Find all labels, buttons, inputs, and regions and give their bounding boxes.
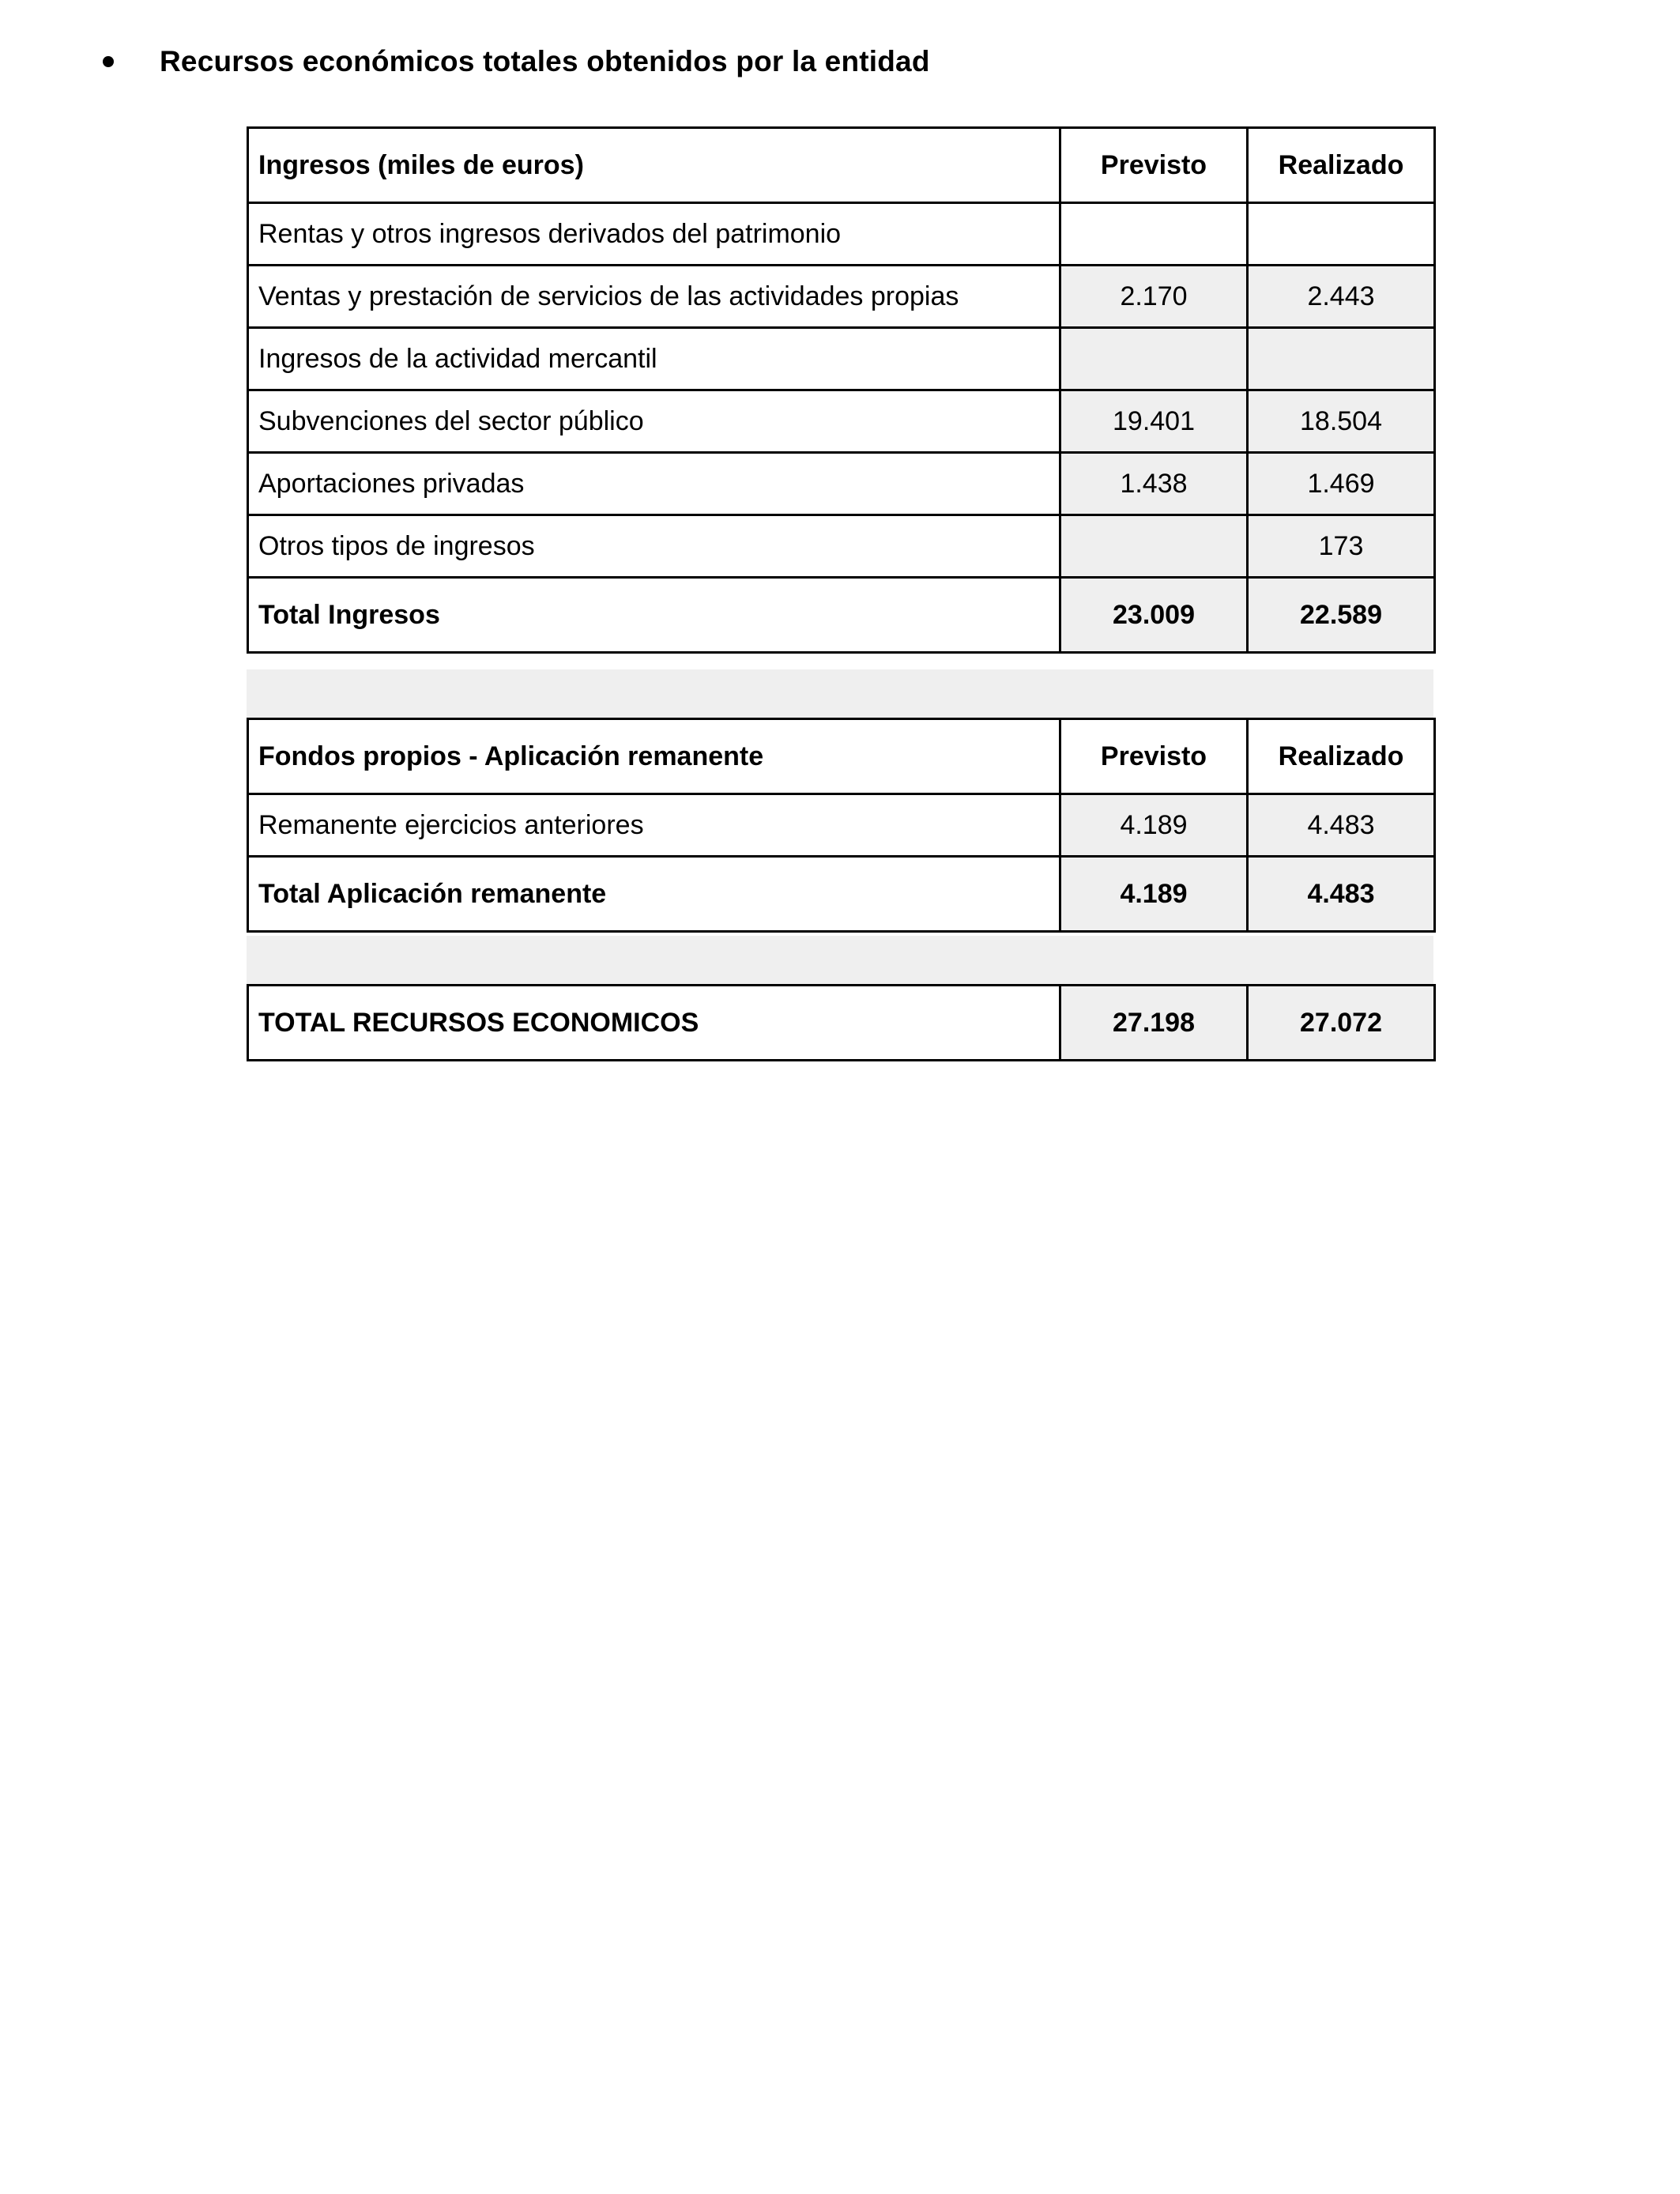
row-previsto: [1060, 328, 1248, 390]
total-row: [248, 857, 1435, 932]
total-previsto: 23.009: [1060, 578, 1248, 653]
row-label: Remanente ejercicios anteriores: [248, 794, 1060, 857]
row-previsto: 1.438: [1060, 453, 1248, 515]
spacer-band: [247, 936, 1433, 985]
total-realizado: 22.589: [1248, 578, 1435, 653]
row-realizado: 2.443: [1248, 266, 1435, 328]
table-row: [248, 390, 1435, 453]
row-label: Otros tipos de ingresos: [248, 515, 1060, 578]
total-previsto: 4.189: [1060, 857, 1248, 932]
bullet-icon: [103, 56, 114, 67]
total-label: Total Ingresos: [248, 578, 1060, 653]
row-previsto: 19.401: [1060, 390, 1248, 453]
row-label: Subvenciones del sector público: [248, 390, 1060, 453]
table-row: [248, 266, 1435, 328]
header-previsto: Previsto: [1060, 719, 1248, 794]
ingresos-table-block: [247, 126, 1433, 654]
grand-total-table: [247, 984, 1436, 1061]
grand-total-block: [247, 984, 1433, 1061]
table-row: [248, 453, 1435, 515]
row-previsto: 4.189: [1060, 794, 1248, 857]
header-label: Ingresos (miles de euros): [248, 128, 1060, 203]
header-realizado: Realizado: [1248, 128, 1435, 203]
grand-total-label: TOTAL RECURSOS ECONOMICOS: [248, 986, 1060, 1061]
heading-title: Recursos económicos totales obtenidos por la entidad: [160, 45, 930, 77]
total-realizado: 4.483: [1248, 857, 1435, 932]
grand-total-previsto: 27.198: [1060, 986, 1248, 1061]
table-header-row: [248, 719, 1435, 794]
row-label: Ventas y prestación de servicios de las actividades propias: [248, 266, 1060, 328]
ingresos-table: [247, 126, 1436, 654]
table-row: [248, 328, 1435, 390]
grand-total-realizado: 27.072: [1248, 986, 1435, 1061]
table-row: [248, 794, 1435, 857]
section-heading: [103, 40, 930, 84]
row-previsto: [1060, 203, 1248, 266]
row-realizado: [1248, 203, 1435, 266]
fondos-table: [247, 718, 1436, 933]
header-realizado: Realizado: [1248, 719, 1435, 794]
row-previsto: 2.170: [1060, 266, 1248, 328]
spacer-band: [247, 669, 1433, 718]
fondos-table-block: [247, 718, 1433, 933]
row-realizado: 4.483: [1248, 794, 1435, 857]
row-label: Aportaciones privadas: [248, 453, 1060, 515]
row-realizado: [1248, 328, 1435, 390]
table-row: [248, 515, 1435, 578]
table-header-row: [248, 128, 1435, 203]
row-label: Ingresos de la actividad mercantil: [248, 328, 1060, 390]
row-realizado: 18.504: [1248, 390, 1435, 453]
total-label: Total Aplicación remanente: [248, 857, 1060, 932]
row-label: Rentas y otros ingresos derivados del patrimonio: [248, 203, 1060, 266]
total-row: [248, 578, 1435, 653]
row-previsto: [1060, 515, 1248, 578]
header-previsto: Previsto: [1060, 128, 1248, 203]
row-realizado: 1.469: [1248, 453, 1435, 515]
table-row: [248, 203, 1435, 266]
grand-total-row: [248, 986, 1435, 1061]
header-label: Fondos propios - Aplicación remanente: [248, 719, 1060, 794]
row-realizado: 173: [1248, 515, 1435, 578]
